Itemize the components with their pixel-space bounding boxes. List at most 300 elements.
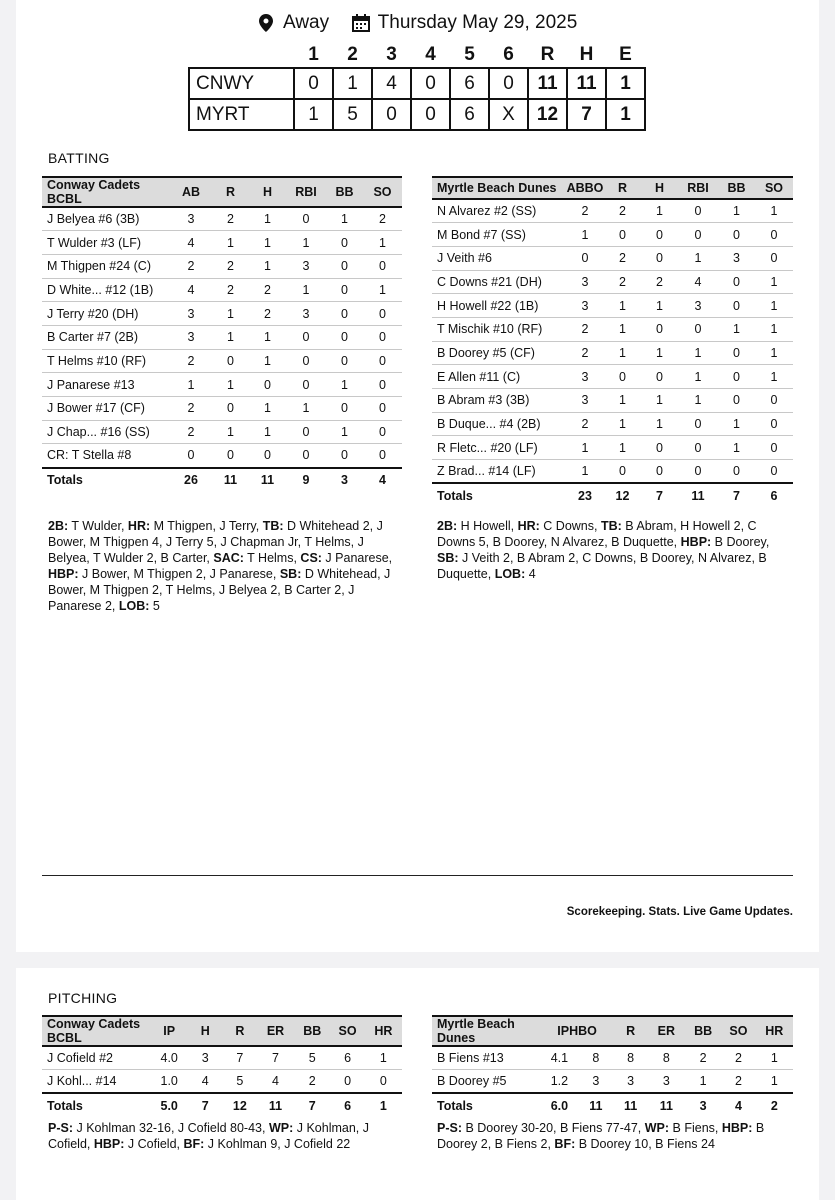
stat-cell: 3 bbox=[648, 1070, 685, 1094]
note-value: D Whitehead, J Bower, M Thigpen 2, T Helms, J Belyea 2, B Carter 2, J Panarese 2, bbox=[48, 567, 391, 613]
player-name: B Carter #7 (2B) bbox=[42, 325, 170, 349]
linescore-inning-1: 1 bbox=[294, 99, 333, 130]
stat-cell: 0 bbox=[755, 436, 793, 460]
pitcher-name: B Doorey #5 bbox=[432, 1070, 541, 1094]
linescore-row-myrt bbox=[189, 99, 645, 130]
player-row bbox=[432, 341, 793, 365]
totals-cell: 9 bbox=[286, 468, 326, 492]
stat-cell: 1 bbox=[755, 341, 793, 365]
stat-header: BB bbox=[294, 1016, 330, 1046]
stat-cell: 2 bbox=[566, 317, 604, 341]
stat-cell: 0 bbox=[363, 325, 402, 349]
stat-cell: 1 bbox=[604, 341, 641, 365]
header-row bbox=[432, 1016, 793, 1046]
stat-header: SO bbox=[755, 177, 793, 199]
linescore-h: 11 bbox=[567, 68, 606, 99]
note-value: J Panarese, bbox=[321, 551, 393, 565]
linescore-col-1: 1 bbox=[308, 43, 319, 65]
pitching-table-away bbox=[432, 1015, 793, 1117]
player-name: M Thigpen #24 (C) bbox=[42, 254, 170, 278]
player-row bbox=[432, 317, 793, 341]
stat-cell: 1 bbox=[249, 420, 286, 444]
stat-cell: 0 bbox=[330, 1070, 364, 1094]
totals-cell: 12 bbox=[223, 1093, 257, 1117]
calendar-icon bbox=[352, 14, 368, 32]
player-row bbox=[42, 373, 402, 397]
stat-cell: 1 bbox=[641, 341, 678, 365]
totals-cell: 11 bbox=[249, 468, 286, 492]
totals-cell: 12 bbox=[604, 483, 641, 507]
note-key: SAC: bbox=[213, 551, 244, 565]
stat-cell: 0 bbox=[641, 223, 678, 247]
stat-cell: 3 bbox=[170, 302, 212, 326]
stat-header: IP bbox=[151, 1016, 188, 1046]
stat-cell: 1 bbox=[212, 325, 249, 349]
player-name: Z Brad... #14 (LF) bbox=[432, 460, 566, 484]
stat-cell: 0 bbox=[678, 199, 718, 223]
note-value: D Whitehead 2, J Bower, M Thigpen 4, J Terry 5, J Chapman Jr, T Helms, J Belyea, T Wulder 2, B Carter, bbox=[48, 519, 383, 565]
stat-cell: 0 bbox=[286, 349, 326, 373]
totals-cell: 6 bbox=[330, 1093, 364, 1117]
linescore-col-2: 2 bbox=[347, 43, 358, 65]
map-pin-icon bbox=[258, 14, 274, 32]
stat-cell: 8 bbox=[613, 1046, 647, 1070]
stat-cell: 2 bbox=[721, 1070, 755, 1094]
stat-cell: 1 bbox=[678, 389, 718, 413]
stat-header: H bbox=[641, 177, 678, 199]
stat-cell: 1 bbox=[212, 302, 249, 326]
stat-cell: 0 bbox=[755, 412, 793, 436]
batting-notes-home bbox=[48, 518, 398, 614]
note-key: 2B: bbox=[48, 519, 69, 533]
player-row bbox=[42, 349, 402, 373]
stat-cell: 1 bbox=[566, 460, 604, 484]
totals-row bbox=[42, 1093, 402, 1117]
batting-table-home bbox=[42, 176, 402, 491]
totals-cell: 11 bbox=[613, 1093, 647, 1117]
stat-header: ABBO bbox=[566, 177, 604, 199]
stat-cell: 2 bbox=[170, 420, 212, 444]
player-row bbox=[432, 199, 793, 223]
stat-cell: 0 bbox=[363, 397, 402, 421]
stat-cell: 4 bbox=[257, 1070, 294, 1094]
stat-cell: 1 bbox=[755, 199, 793, 223]
stat-cell: 3 bbox=[566, 270, 604, 294]
stat-cell: 1 bbox=[249, 349, 286, 373]
player-row bbox=[42, 231, 402, 255]
stat-cell: 1 bbox=[641, 199, 678, 223]
stat-cell: 5 bbox=[223, 1070, 257, 1094]
stat-cell: 1 bbox=[678, 365, 718, 389]
player-name: M Bond #7 (SS) bbox=[432, 223, 566, 247]
note-value: C Downs, bbox=[539, 519, 601, 533]
stat-cell: 1 bbox=[249, 207, 286, 231]
stat-cell: 0 bbox=[678, 317, 718, 341]
stat-cell: 0 bbox=[286, 444, 326, 468]
note-key: TB: bbox=[600, 519, 622, 533]
note-value: J Kohlman 32-16, J Cofield 80-43, bbox=[73, 1121, 269, 1135]
linescore-inning-1: 0 bbox=[294, 68, 333, 99]
note-value: B Doorey, bbox=[711, 535, 770, 549]
stat-cell: 0 bbox=[641, 436, 678, 460]
note-key: BF: bbox=[183, 1137, 205, 1151]
team-name-header: Myrtle Beach Dunes bbox=[432, 1016, 541, 1046]
player-row bbox=[432, 223, 793, 247]
footer-divider bbox=[42, 875, 793, 876]
linescore-inning-6: 0 bbox=[489, 68, 528, 99]
player-name: T Helms #10 (RF) bbox=[42, 349, 170, 373]
stat-cell: 0 bbox=[718, 389, 755, 413]
totals-cell: 11 bbox=[648, 1093, 685, 1117]
stat-cell: 7 bbox=[257, 1046, 294, 1070]
stat-cell: 1 bbox=[170, 373, 212, 397]
totals-cell: 26 bbox=[170, 468, 212, 492]
stat-cell: 2 bbox=[170, 254, 212, 278]
totals-label: Totals bbox=[42, 1093, 151, 1117]
totals-label: Totals bbox=[432, 1093, 541, 1117]
linescore-inning-2: 5 bbox=[333, 99, 372, 130]
batting-table-away bbox=[432, 176, 793, 507]
pitcher-row bbox=[42, 1046, 402, 1070]
totals-cell: 11 bbox=[257, 1093, 294, 1117]
linescore-h: 7 bbox=[567, 99, 606, 130]
stat-cell: 3 bbox=[566, 365, 604, 389]
pitching-notes-home bbox=[48, 1120, 398, 1152]
stat-cell: 3 bbox=[170, 325, 212, 349]
stat-cell: 0 bbox=[326, 254, 363, 278]
stat-cell: 0 bbox=[641, 365, 678, 389]
stat-cell: 1.0 bbox=[151, 1070, 188, 1094]
player-name: J Terry #20 (DH) bbox=[42, 302, 170, 326]
stat-cell: 0 bbox=[566, 246, 604, 270]
header-row bbox=[42, 1016, 402, 1046]
stat-cell: 1 bbox=[363, 278, 402, 302]
stat-cell: 1 bbox=[641, 412, 678, 436]
note-value: J Veith 2, B Abram 2, C Downs, B Doorey, N Alvarez, B Duquette, bbox=[437, 551, 767, 581]
note-key: CS: bbox=[300, 551, 322, 565]
totals-cell: 4 bbox=[363, 468, 402, 492]
stat-cell: 1 bbox=[718, 412, 755, 436]
linescore-inning-5: 6 bbox=[450, 99, 489, 130]
stat-cell: 0 bbox=[718, 270, 755, 294]
player-name: T Mischik #10 (RF) bbox=[432, 317, 566, 341]
stat-cell: 1 bbox=[755, 365, 793, 389]
stat-cell: 3 bbox=[170, 207, 212, 231]
stat-cell: 2 bbox=[566, 412, 604, 436]
note-key: HBP: bbox=[680, 535, 712, 549]
stat-cell: 2 bbox=[212, 254, 249, 278]
player-row bbox=[432, 412, 793, 436]
stat-cell: 0 bbox=[678, 223, 718, 247]
player-row bbox=[42, 420, 402, 444]
linescore-r: 12 bbox=[528, 99, 567, 130]
linescore-inning-4: 0 bbox=[411, 99, 450, 130]
stat-cell: 0 bbox=[678, 460, 718, 484]
player-name: D White... #12 (1B) bbox=[42, 278, 170, 302]
stat-cell: 5 bbox=[294, 1046, 330, 1070]
player-name: J Chap... #16 (SS) bbox=[42, 420, 170, 444]
stat-cell: 0 bbox=[755, 389, 793, 413]
totals-cell: 6.0 bbox=[541, 1093, 578, 1117]
stat-cell: 0 bbox=[604, 460, 641, 484]
stat-cell: 3 bbox=[678, 294, 718, 318]
player-name: B Abram #3 (3B) bbox=[432, 389, 566, 413]
stat-cell: 2 bbox=[363, 207, 402, 231]
stat-cell: 0 bbox=[286, 373, 326, 397]
stat-header: R bbox=[613, 1016, 647, 1046]
stat-cell: 2 bbox=[641, 270, 678, 294]
stat-cell: 3 bbox=[718, 246, 755, 270]
stat-cell: 1 bbox=[718, 436, 755, 460]
stat-cell: 2 bbox=[294, 1070, 330, 1094]
stat-cell: 2 bbox=[212, 278, 249, 302]
linescore-col-6: 6 bbox=[503, 43, 514, 65]
stat-cell: 3 bbox=[566, 389, 604, 413]
stat-cell: 1 bbox=[718, 199, 755, 223]
stat-cell: 2 bbox=[249, 302, 286, 326]
stat-cell: 1 bbox=[212, 231, 249, 255]
stat-cell: 2 bbox=[170, 349, 212, 373]
stat-cell: 1 bbox=[756, 1046, 793, 1070]
stat-cell: 0 bbox=[326, 397, 363, 421]
player-row bbox=[42, 207, 402, 231]
stat-cell: 0 bbox=[212, 444, 249, 468]
note-value: 5 bbox=[149, 599, 160, 613]
stat-cell: 1 bbox=[249, 254, 286, 278]
note-value: B Doorey 30-20, B Fiens 77-47, bbox=[462, 1121, 645, 1135]
stat-header: ER bbox=[648, 1016, 685, 1046]
header-row bbox=[432, 177, 793, 199]
totals-cell: 7 bbox=[188, 1093, 223, 1117]
game-header bbox=[16, 12, 819, 34]
linescore-inning-5: 6 bbox=[450, 68, 489, 99]
stat-cell: 2 bbox=[721, 1046, 755, 1070]
stat-header: AB bbox=[170, 177, 212, 207]
stat-cell: 1 bbox=[286, 278, 326, 302]
player-row bbox=[42, 397, 402, 421]
player-row bbox=[432, 460, 793, 484]
totals-cell: 11 bbox=[678, 483, 718, 507]
stat-cell: 1.2 bbox=[541, 1070, 578, 1094]
player-name: H Howell #22 (1B) bbox=[432, 294, 566, 318]
stat-header: R bbox=[604, 177, 641, 199]
stat-cell: 3 bbox=[578, 1070, 613, 1094]
stat-cell: 0 bbox=[718, 460, 755, 484]
stat-cell: 0 bbox=[678, 436, 718, 460]
player-name: N Alvarez #2 (SS) bbox=[432, 199, 566, 223]
player-row bbox=[432, 365, 793, 389]
stat-header: R bbox=[223, 1016, 257, 1046]
stat-cell: 7 bbox=[223, 1046, 257, 1070]
note-key: HBP: bbox=[721, 1121, 753, 1135]
pitching-page bbox=[16, 968, 819, 1200]
stat-cell: 1 bbox=[604, 317, 641, 341]
stat-cell: 0 bbox=[363, 444, 402, 468]
stat-cell: 0 bbox=[718, 294, 755, 318]
note-value: 4 bbox=[525, 567, 536, 581]
pitcher-row bbox=[432, 1046, 793, 1070]
linescore-table bbox=[188, 42, 646, 131]
stat-cell: 3 bbox=[566, 294, 604, 318]
stat-cell: 3 bbox=[613, 1070, 647, 1094]
stat-cell: 1 bbox=[604, 436, 641, 460]
player-name: E Allen #11 (C) bbox=[432, 365, 566, 389]
team-name-header: Conway Cadets BCBL bbox=[42, 1016, 151, 1046]
location-label: Away bbox=[282, 12, 330, 33]
linescore-col-h: H bbox=[579, 43, 594, 65]
totals-row bbox=[432, 1093, 793, 1117]
note-value: H Howell, bbox=[457, 519, 518, 533]
note-key: BF: bbox=[554, 1137, 576, 1151]
stat-cell: 0 bbox=[363, 420, 402, 444]
stat-cell: 0 bbox=[170, 444, 212, 468]
totals-label: Totals bbox=[432, 483, 566, 507]
stat-cell: 2 bbox=[685, 1046, 721, 1070]
stat-cell: 4.1 bbox=[541, 1046, 578, 1070]
stat-cell: 0 bbox=[286, 420, 326, 444]
linescore-inning-6: X bbox=[489, 99, 528, 130]
stat-cell: 0 bbox=[286, 207, 326, 231]
stat-cell: 1 bbox=[363, 231, 402, 255]
pitcher-row bbox=[432, 1070, 793, 1094]
stat-cell: 2 bbox=[566, 341, 604, 365]
stat-cell: 1 bbox=[604, 412, 641, 436]
header-row bbox=[42, 177, 402, 207]
stat-header: BB bbox=[685, 1016, 721, 1046]
player-row bbox=[42, 302, 402, 326]
totals-label: Totals bbox=[42, 468, 170, 492]
linescore-e: 1 bbox=[606, 99, 645, 130]
stat-cell: 0 bbox=[678, 412, 718, 436]
player-row bbox=[432, 246, 793, 270]
stat-header: H bbox=[249, 177, 286, 207]
stat-cell: 3 bbox=[188, 1046, 223, 1070]
stat-cell: 1 bbox=[249, 231, 286, 255]
linescore-inning-3: 0 bbox=[372, 99, 411, 130]
totals-cell: 23 bbox=[566, 483, 604, 507]
linescore-team-header bbox=[189, 42, 294, 68]
stat-cell: 0 bbox=[212, 397, 249, 421]
pitcher-name: J Cofield #2 bbox=[42, 1046, 151, 1070]
player-row bbox=[42, 444, 402, 468]
totals-cell: 11 bbox=[212, 468, 249, 492]
player-name: J Veith #6 bbox=[432, 246, 566, 270]
stat-cell: 2 bbox=[604, 270, 641, 294]
stat-cell: 0 bbox=[755, 460, 793, 484]
stat-cell: 1 bbox=[286, 231, 326, 255]
stat-cell: 8 bbox=[578, 1046, 613, 1070]
note-value: B Fiens, bbox=[669, 1121, 722, 1135]
stat-cell: 4 bbox=[170, 278, 212, 302]
stat-cell: 1 bbox=[212, 373, 249, 397]
stat-header: R bbox=[212, 177, 249, 207]
linescore-row-cnwy bbox=[189, 68, 645, 99]
stat-cell: 0 bbox=[363, 349, 402, 373]
stat-cell: 1 bbox=[641, 294, 678, 318]
note-value: B Doorey 10, B Fiens 24 bbox=[575, 1137, 715, 1151]
player-row bbox=[42, 254, 402, 278]
stat-cell: 0 bbox=[718, 365, 755, 389]
totals-cell: 7 bbox=[641, 483, 678, 507]
stat-cell: 0 bbox=[641, 246, 678, 270]
note-value: T Helms, bbox=[243, 551, 301, 565]
note-key: WP: bbox=[644, 1121, 670, 1135]
stat-cell: 0 bbox=[326, 444, 363, 468]
stat-cell: 4 bbox=[678, 270, 718, 294]
totals-cell: 7 bbox=[294, 1093, 330, 1117]
totals-row bbox=[432, 483, 793, 507]
stat-cell: 1 bbox=[678, 341, 718, 365]
stat-cell: 1 bbox=[685, 1070, 721, 1094]
stat-cell: 1 bbox=[566, 436, 604, 460]
stat-cell: 0 bbox=[755, 246, 793, 270]
player-name: B Doorey #5 (CF) bbox=[432, 341, 566, 365]
stat-cell: 0 bbox=[326, 231, 363, 255]
totals-cell: 6 bbox=[755, 483, 793, 507]
note-key: SB: bbox=[437, 551, 459, 565]
note-key: LOB: bbox=[118, 599, 150, 613]
stat-header: RBI bbox=[678, 177, 718, 199]
player-name: J Bower #17 (CF) bbox=[42, 397, 170, 421]
totals-cell: 2 bbox=[756, 1093, 793, 1117]
stat-cell: 1 bbox=[286, 397, 326, 421]
stat-cell: 4 bbox=[170, 231, 212, 255]
stat-cell: 1 bbox=[326, 207, 363, 231]
stat-cell: 0 bbox=[363, 302, 402, 326]
stat-cell: 0 bbox=[718, 341, 755, 365]
stat-cell: 0 bbox=[365, 1070, 402, 1094]
linescore-team: CNWY bbox=[189, 68, 294, 99]
pitcher-row bbox=[42, 1070, 402, 1094]
note-key: P-S: bbox=[48, 1121, 73, 1135]
linescore-team: MYRT bbox=[189, 99, 294, 130]
note-value: M Thigpen, J Terry, bbox=[150, 519, 263, 533]
totals-row bbox=[42, 468, 402, 492]
note-value: J Cofield, bbox=[124, 1137, 184, 1151]
player-name: CR: T Stella #8 bbox=[42, 444, 170, 468]
stat-cell: 0 bbox=[363, 373, 402, 397]
stat-cell: 2 bbox=[212, 207, 249, 231]
totals-cell: 11 bbox=[578, 1093, 613, 1117]
totals-cell: 3 bbox=[326, 468, 363, 492]
team-name-header: Conway Cadets BCBL bbox=[42, 177, 170, 207]
stat-cell: 1 bbox=[365, 1046, 402, 1070]
stat-cell: 3 bbox=[286, 254, 326, 278]
note-key: HR: bbox=[127, 519, 151, 533]
totals-cell: 7 bbox=[718, 483, 755, 507]
player-row bbox=[42, 325, 402, 349]
stat-cell: 2 bbox=[604, 246, 641, 270]
boxscore-page bbox=[16, 0, 819, 952]
stat-cell: 1 bbox=[755, 270, 793, 294]
stat-cell: 1 bbox=[604, 389, 641, 413]
stat-cell: 0 bbox=[249, 373, 286, 397]
linescore-col-r: R bbox=[540, 43, 555, 65]
stat-cell: 2 bbox=[249, 278, 286, 302]
stat-cell: 0 bbox=[718, 223, 755, 247]
player-row bbox=[432, 389, 793, 413]
stat-cell: 0 bbox=[604, 365, 641, 389]
linescore-col-5: 5 bbox=[464, 43, 475, 65]
team-name-header: Myrtle Beach Dunes bbox=[432, 177, 566, 199]
player-name: T Wulder #3 (LF) bbox=[42, 231, 170, 255]
linescore-inning-2: 1 bbox=[333, 68, 372, 99]
note-value: B Doorey 2, B Fiens 2, bbox=[437, 1121, 765, 1151]
note-value: T Wulder, bbox=[68, 519, 128, 533]
stat-cell: 1 bbox=[756, 1070, 793, 1094]
stat-cell: 1 bbox=[604, 294, 641, 318]
pitcher-name: J Kohl... #14 bbox=[42, 1070, 151, 1094]
